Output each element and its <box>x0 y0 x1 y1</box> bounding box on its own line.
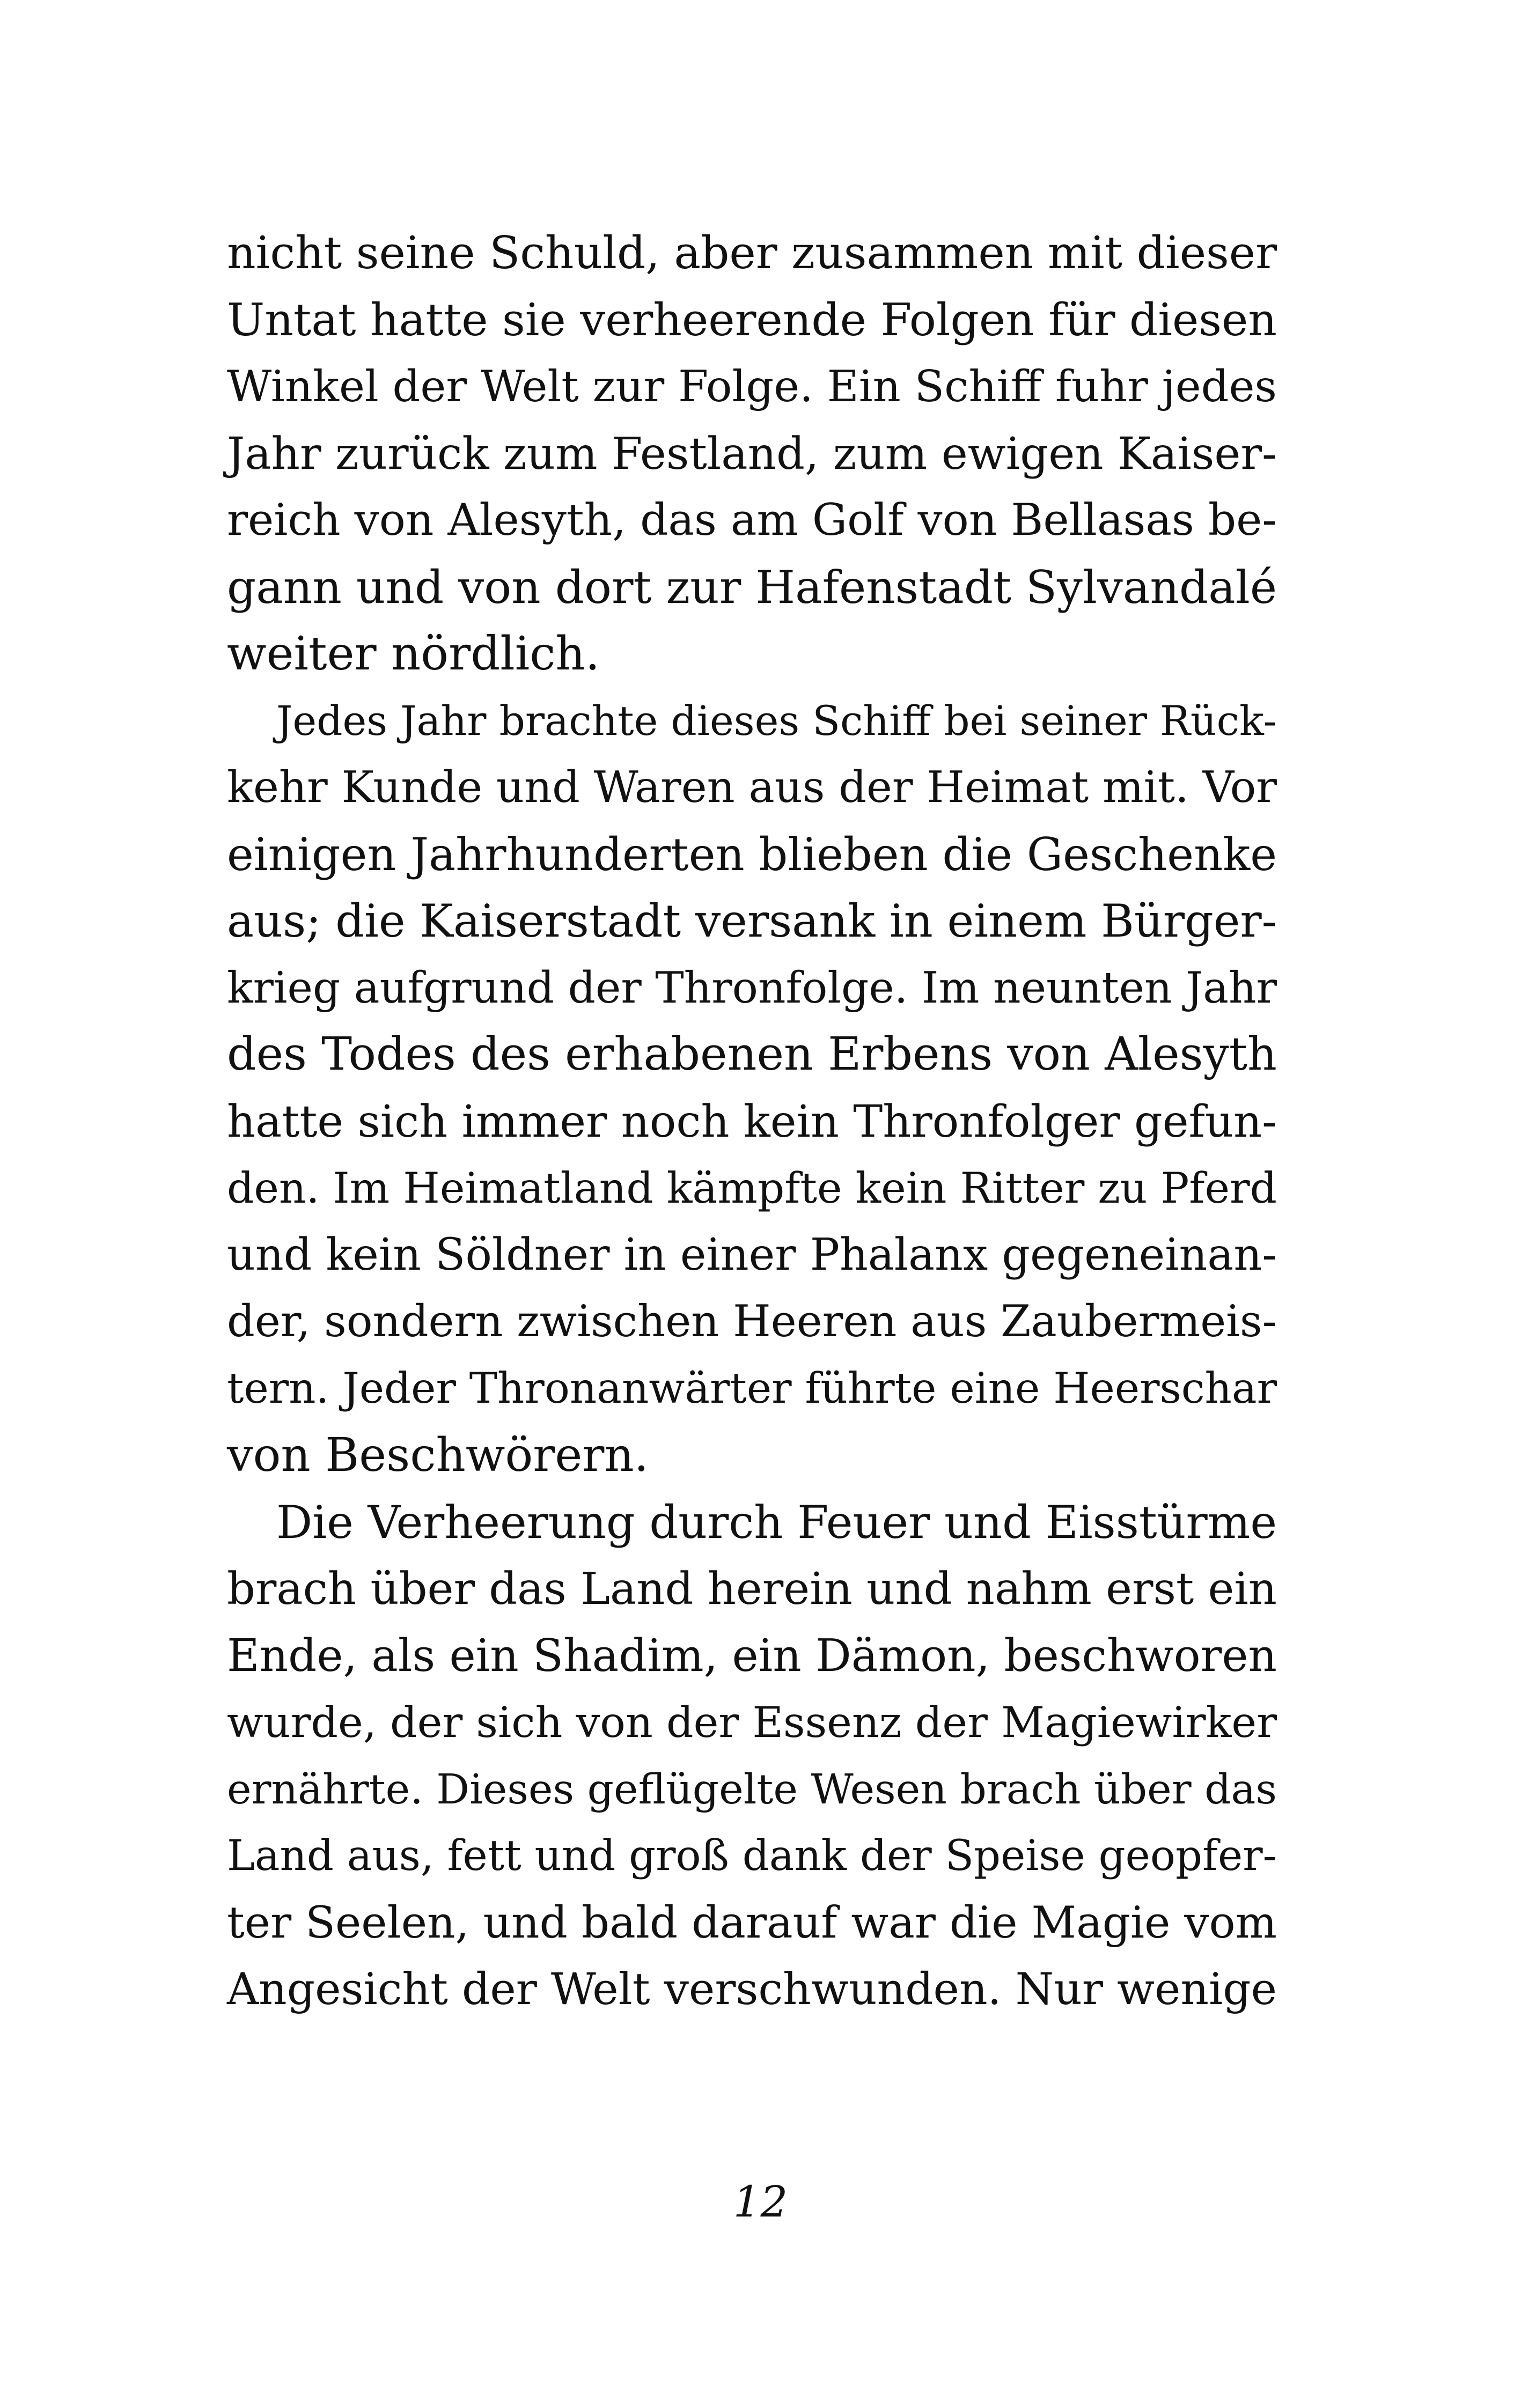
text-line: des Todes des erhabenen Erbens von Alesyth <box>227 1028 1277 1081</box>
text-line: Jedes Jahr brachte dieses Schiff bei seiner Rück- <box>276 697 1277 745</box>
text-line: einigen Jahrhunderten blieben die Geschenke <box>227 828 1277 881</box>
text-line: ernährte. Dieses geflügelte Wesen brach über das <box>227 1765 1277 1814</box>
body-text <box>227 220 1277 2023</box>
page-number: 12 <box>733 2177 788 2227</box>
paragraph-3 <box>227 1489 1277 2023</box>
text-line: Die Verheerung durch Feuer und Eisstürme <box>276 1496 1277 1549</box>
text-line: der, sondern zwischen Heeren aus Zaubermeis- <box>227 1297 1277 1347</box>
text-line: weiter nördlich. <box>227 627 600 681</box>
text-line: und kein Söldner in einer Phalanx gegeneinan- <box>227 1229 1277 1280</box>
text-line: Ende, als ein Shadim, ein Dämon, beschworen <box>227 1629 1277 1682</box>
text-line: reich von Alesyth, das am Golf von Bellasas be- <box>227 495 1277 546</box>
text-line: Land aus, fett und groß dank der Speise geopfer- <box>227 1831 1277 1880</box>
text-line: Jahr zurück zum Festland, zum ewigen Kaiser- <box>227 427 1277 480</box>
text-line: tern. Jeder Thronanwärter führte eine Heerschar <box>227 1364 1277 1413</box>
text-line: nicht seine Schuld, aber zusammen mit dieser <box>227 227 1277 279</box>
text-line: hatte sich immer noch kein Thronfolger gefun- <box>227 1095 1277 1147</box>
text-line: ter Seelen, und bald darauf war die Magie vom <box>227 1897 1277 1948</box>
text-line: den. Im Heimatland kämpfte kein Ritter zu Pferd <box>227 1164 1277 1213</box>
text-line: kehr Kunde und Waren aus der Heimat mit. Vor <box>227 762 1277 813</box>
text-line: Winkel der Welt zur Folge. Ein Schiff fuhr jedes <box>227 362 1277 412</box>
text-line: Untat hatte sie verheerende Folgen für diesen <box>227 293 1277 346</box>
text-line: krieg aufgrund der Thronfolge. Im neunten Jahr <box>227 962 1277 1013</box>
text-line: Angesicht der Welt verschwunden. Nur wenige <box>227 1964 1277 2015</box>
text-line: aus; die Kaiserstadt versank in einem Bürger- <box>227 895 1277 947</box>
paragraph-2 <box>227 688 1277 1489</box>
text-line: gann und von dort zur Hafenstadt Sylvandalé <box>227 560 1277 614</box>
text-line: von Beschwörern. <box>227 1428 649 1482</box>
text-line: brach über das Land herein und nahm erst ein <box>227 1563 1277 1615</box>
text-line: wurde, der sich von der Essenz der Magiewirker <box>227 1698 1277 1747</box>
paragraph-1 <box>227 220 1277 688</box>
